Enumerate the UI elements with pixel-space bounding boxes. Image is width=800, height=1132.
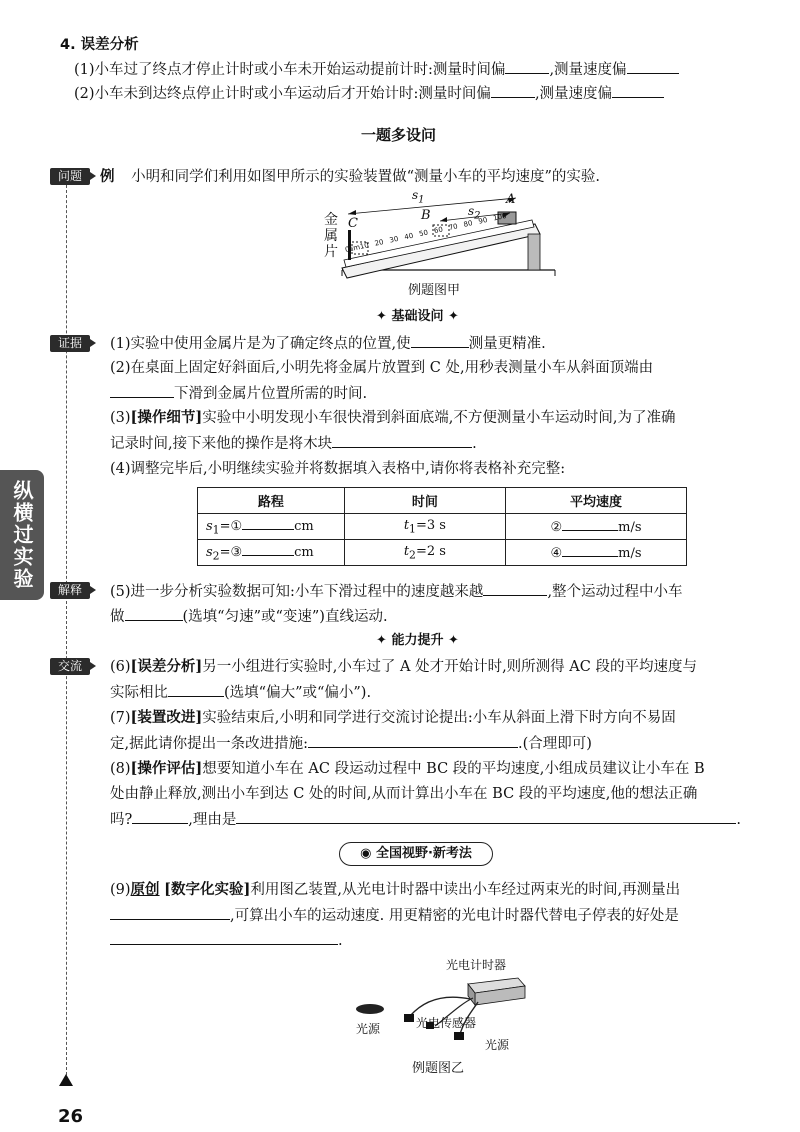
question-5-line-1-end: ,整个运动过程中小车	[547, 584, 683, 600]
tag-question: 问题	[50, 168, 90, 185]
table-header-speed: 平均速度	[506, 488, 687, 514]
question-8-end: .	[736, 812, 741, 828]
ruler-tick: 0cm10	[344, 241, 370, 254]
distance-unit: cm	[294, 544, 314, 560]
distance-unit: cm	[294, 518, 314, 534]
blank[interactable]	[483, 580, 547, 596]
margin-dashed-line	[66, 170, 67, 1075]
time-subscript: 2	[409, 548, 416, 562]
table-cell-distance	[198, 540, 345, 566]
s1-subscript: 1	[418, 194, 425, 206]
error-item-2-text: (2)小车未到达终点停止计时或小车运动后才开始计时:测量时间偏	[74, 86, 491, 102]
question-7-text: 实验结束后,小明和同学进行交流讨论提出:小车从斜面上滑下时方向不易固	[202, 710, 676, 726]
basic-questions-title-text: 基础设问	[391, 309, 444, 324]
table-cell-distance	[198, 514, 345, 540]
blank[interactable]	[562, 518, 618, 531]
question-7-line-1	[110, 707, 676, 729]
speed-mark: ②	[550, 520, 563, 535]
question-8-line-3-start: 吗?	[110, 812, 133, 828]
question-1-text: (1)实验中使用金属片是为了确定终点的位置,使	[110, 336, 411, 352]
question-7-prefix: (7)	[110, 710, 131, 726]
ruler-tick: 40	[403, 231, 414, 242]
blank[interactable]	[132, 808, 188, 824]
page-number: 26	[58, 1106, 84, 1127]
question-9-end: .	[338, 933, 343, 949]
diamond-left-icon: ✦	[376, 633, 387, 648]
question-6-line-2-text: (选填“偏大”或“偏小”).	[224, 685, 372, 701]
question-3-line-2	[110, 432, 477, 455]
table-cell-time	[344, 540, 505, 566]
incline-drawing	[320, 190, 560, 280]
table-cell-time	[344, 514, 505, 540]
table-header-distance: 路程	[198, 488, 345, 514]
question-5-line-2-start: 做	[110, 609, 125, 625]
blank[interactable]	[125, 605, 183, 621]
error-item-1	[74, 58, 679, 81]
s1-symbol: s	[412, 188, 419, 202]
table-cell-speed	[506, 514, 687, 540]
question-7-tag: [装置改进]	[130, 709, 203, 726]
sensor-label: 光电传感器	[416, 1016, 477, 1030]
ability-title	[376, 630, 459, 652]
blank[interactable]	[236, 808, 736, 824]
question-9-prefix: (9)	[110, 882, 131, 898]
basic-questions-title	[376, 306, 459, 328]
figure2-caption: 例题图乙	[412, 1061, 465, 1076]
ruler-tick: 50	[418, 228, 429, 239]
question-6-text: 另一小组进行实验时,小车过了 A 处才开始计时,则所测得 AC 段的平均速度与	[202, 659, 697, 675]
badge-text: 全国视野·新考法	[375, 846, 472, 861]
blank[interactable]	[242, 517, 294, 530]
distance-subscript: 2	[212, 549, 220, 563]
distance-symbol: s	[206, 544, 213, 560]
ruler-tick: 90	[477, 215, 489, 226]
question-6-prefix: (6)	[110, 659, 131, 675]
time-symbol: t	[403, 517, 410, 533]
question-9-line-3	[110, 929, 343, 952]
table-header-row	[198, 488, 687, 514]
error-item-1-mid: ,测量速度偏	[549, 62, 627, 78]
diamond-left-icon: ✦	[376, 309, 387, 324]
time-subscript: 1	[409, 522, 416, 536]
question-8-line-1	[110, 758, 705, 780]
timer-label: 光电计时器	[446, 958, 507, 972]
question-3-tag: [操作细节]	[130, 409, 203, 426]
error-item-1-text: (1)小车过了终点才停止计时或小车未开始运动提前计时:测量时间偏	[74, 62, 506, 78]
blank[interactable]	[308, 732, 518, 748]
ruler-tick: 60	[433, 225, 444, 236]
speed-unit: m/s	[618, 546, 642, 561]
error-item-2	[74, 82, 664, 105]
question-9-text: 利用图乙装置,从光电计时器中读出小车经过两束光的时间,再测量出	[250, 882, 681, 898]
s1-label	[412, 188, 425, 205]
question-3-line-2-text: 记录时间,接下来他的操作是将木块	[110, 436, 333, 452]
point-a-label: A	[506, 192, 516, 207]
blank[interactable]	[110, 929, 338, 945]
question-9-line-2-text: ,可算出小车的运动速度. 用更精密的光电计时器代替电子停表的好处是	[230, 908, 679, 924]
question-3-end: .	[472, 436, 477, 452]
question-8-line-2: 处由静止释放,测出小车到达 C 处的时间,从而计算出小车在 BC 段的平均速度,他的想法正确	[110, 786, 698, 802]
ability-title-text: 能力提升	[391, 633, 444, 648]
s2-subscript: 2	[474, 210, 481, 222]
question-7-line-2-start: 定,据此请你提出一条改进措施:	[110, 736, 308, 752]
metal-plate-label-char: 属	[324, 228, 338, 244]
blank[interactable]	[110, 382, 174, 398]
speed-unit: m/s	[618, 520, 642, 535]
blank[interactable]	[505, 58, 549, 74]
question-8-text: 想要知道小车在 AC 段运动过程中 BC 段的平均速度,小组成员建议让小车在 B	[202, 761, 705, 777]
ruler-tick: 30	[388, 234, 400, 245]
photogate-drawing	[350, 954, 540, 1060]
example-line	[100, 166, 600, 188]
diamond-right-icon: ✦	[447, 309, 459, 324]
question-6-line-1	[110, 656, 697, 678]
question-3-prefix: (3)	[110, 410, 131, 426]
table-row	[198, 540, 687, 566]
question-9-line-1	[110, 879, 680, 901]
national-view-badge	[339, 842, 493, 866]
data-table	[197, 487, 687, 566]
question-8-reason-label: ,理由是	[188, 812, 237, 828]
point-c-label: C	[348, 216, 358, 231]
blank[interactable]	[627, 58, 679, 74]
question-2-line-1: (2)在桌面上固定好斜面后,小明先将金属片放置到 C 处,用秒表测量小车从斜面顶端由	[110, 360, 654, 376]
figure1-caption: 例题图甲	[408, 283, 461, 298]
ruler-tick: 20	[373, 238, 385, 248]
distance-equals: =③	[219, 544, 243, 560]
time-value: =2 s	[415, 543, 446, 559]
question-3-line-1	[110, 407, 676, 429]
blank[interactable]	[332, 432, 472, 448]
blank[interactable]	[562, 544, 618, 557]
speed-mark: ④	[550, 546, 563, 561]
tag-discuss: 交流	[50, 658, 90, 675]
question-5-line-1	[110, 580, 683, 603]
diamond-right-icon: ✦	[447, 633, 459, 648]
question-8-tag: [操作评估]	[130, 760, 203, 777]
question-6-line-2	[110, 681, 371, 704]
light-source-2-label: 光源	[485, 1038, 510, 1052]
time-value: =3 s	[415, 517, 446, 533]
point-b-label: B	[421, 208, 431, 223]
question-4: (4)调整完毕后,小明继续实验并将数据填入表格中,请你将表格补充完整:	[110, 461, 566, 477]
question-5-line-2-text: (选填“匀速”或“变速”)直线运动.	[182, 609, 388, 625]
question-8-line-3	[110, 808, 741, 831]
metal-plate-label-char: 片	[324, 244, 338, 260]
question-6-line-2-start: 实际相比	[110, 685, 168, 701]
question-2-line-2-text: 下滑到金属片位置所需的时间.	[174, 386, 368, 402]
side-tab: 纵横过实验	[0, 470, 44, 600]
question-1-end: 测量更精准.	[468, 336, 546, 352]
error-item-2-mid: ,测量速度偏	[534, 86, 613, 102]
tag-evidence: 证据	[50, 335, 90, 352]
section-title: 一题多设问	[361, 126, 437, 144]
error-analysis-heading: 4. 误差分析	[60, 37, 139, 53]
metal-plate-label-char: 金	[324, 212, 338, 228]
blank[interactable]	[110, 904, 230, 920]
ruler-tick: 70	[448, 222, 459, 232]
blank[interactable]	[612, 82, 664, 98]
question-9-tag: [数字化实验]	[164, 881, 251, 898]
question-6-tag: [误差分析]	[130, 658, 203, 675]
question-2-line-2	[110, 382, 367, 405]
original-label: 原创	[130, 881, 160, 898]
question-9-line-2	[110, 904, 679, 927]
blank[interactable]	[242, 543, 294, 556]
distance-symbol: s	[206, 518, 213, 534]
question-8-prefix: (8)	[110, 761, 131, 777]
distance-equals: =①	[219, 518, 243, 534]
figure-incline	[320, 190, 560, 280]
figure-photogate	[350, 954, 540, 1060]
example-text: 小明和同学们利用如图甲所示的实验装置做“测量小车的平均速度”的实验.	[131, 169, 601, 185]
tag-explain: 解释	[50, 582, 90, 599]
question-7-line-2-end: .(合理即可)	[518, 736, 592, 752]
ruler-tick: 100	[492, 211, 508, 223]
blank[interactable]	[168, 681, 224, 697]
table-header-time: 时间	[344, 488, 505, 514]
time-symbol: t	[403, 543, 410, 559]
blank[interactable]	[491, 82, 535, 98]
table-cell-speed	[506, 540, 687, 566]
question-5-text: (5)进一步分析实验数据可知:小车下滑过程中的速度越来越	[110, 584, 484, 600]
question-7-line-2	[110, 732, 592, 755]
question-3-text: 实验中小明发现小车很快滑到斜面底端,不方便测量小车运动时间,为了准确	[202, 410, 676, 426]
eye-icon: ◉	[360, 846, 372, 861]
ruler-tick: 80	[462, 219, 474, 229]
blank[interactable]	[411, 332, 469, 348]
distance-subscript: 1	[212, 523, 220, 537]
light-source-1-label: 光源	[356, 1022, 381, 1036]
question-5-line-2	[110, 605, 388, 628]
question-1	[110, 332, 546, 355]
s2-symbol: s	[468, 204, 475, 218]
table-row	[198, 514, 687, 540]
example-label: 例	[100, 168, 115, 185]
triangle-marker-icon	[59, 1074, 73, 1086]
